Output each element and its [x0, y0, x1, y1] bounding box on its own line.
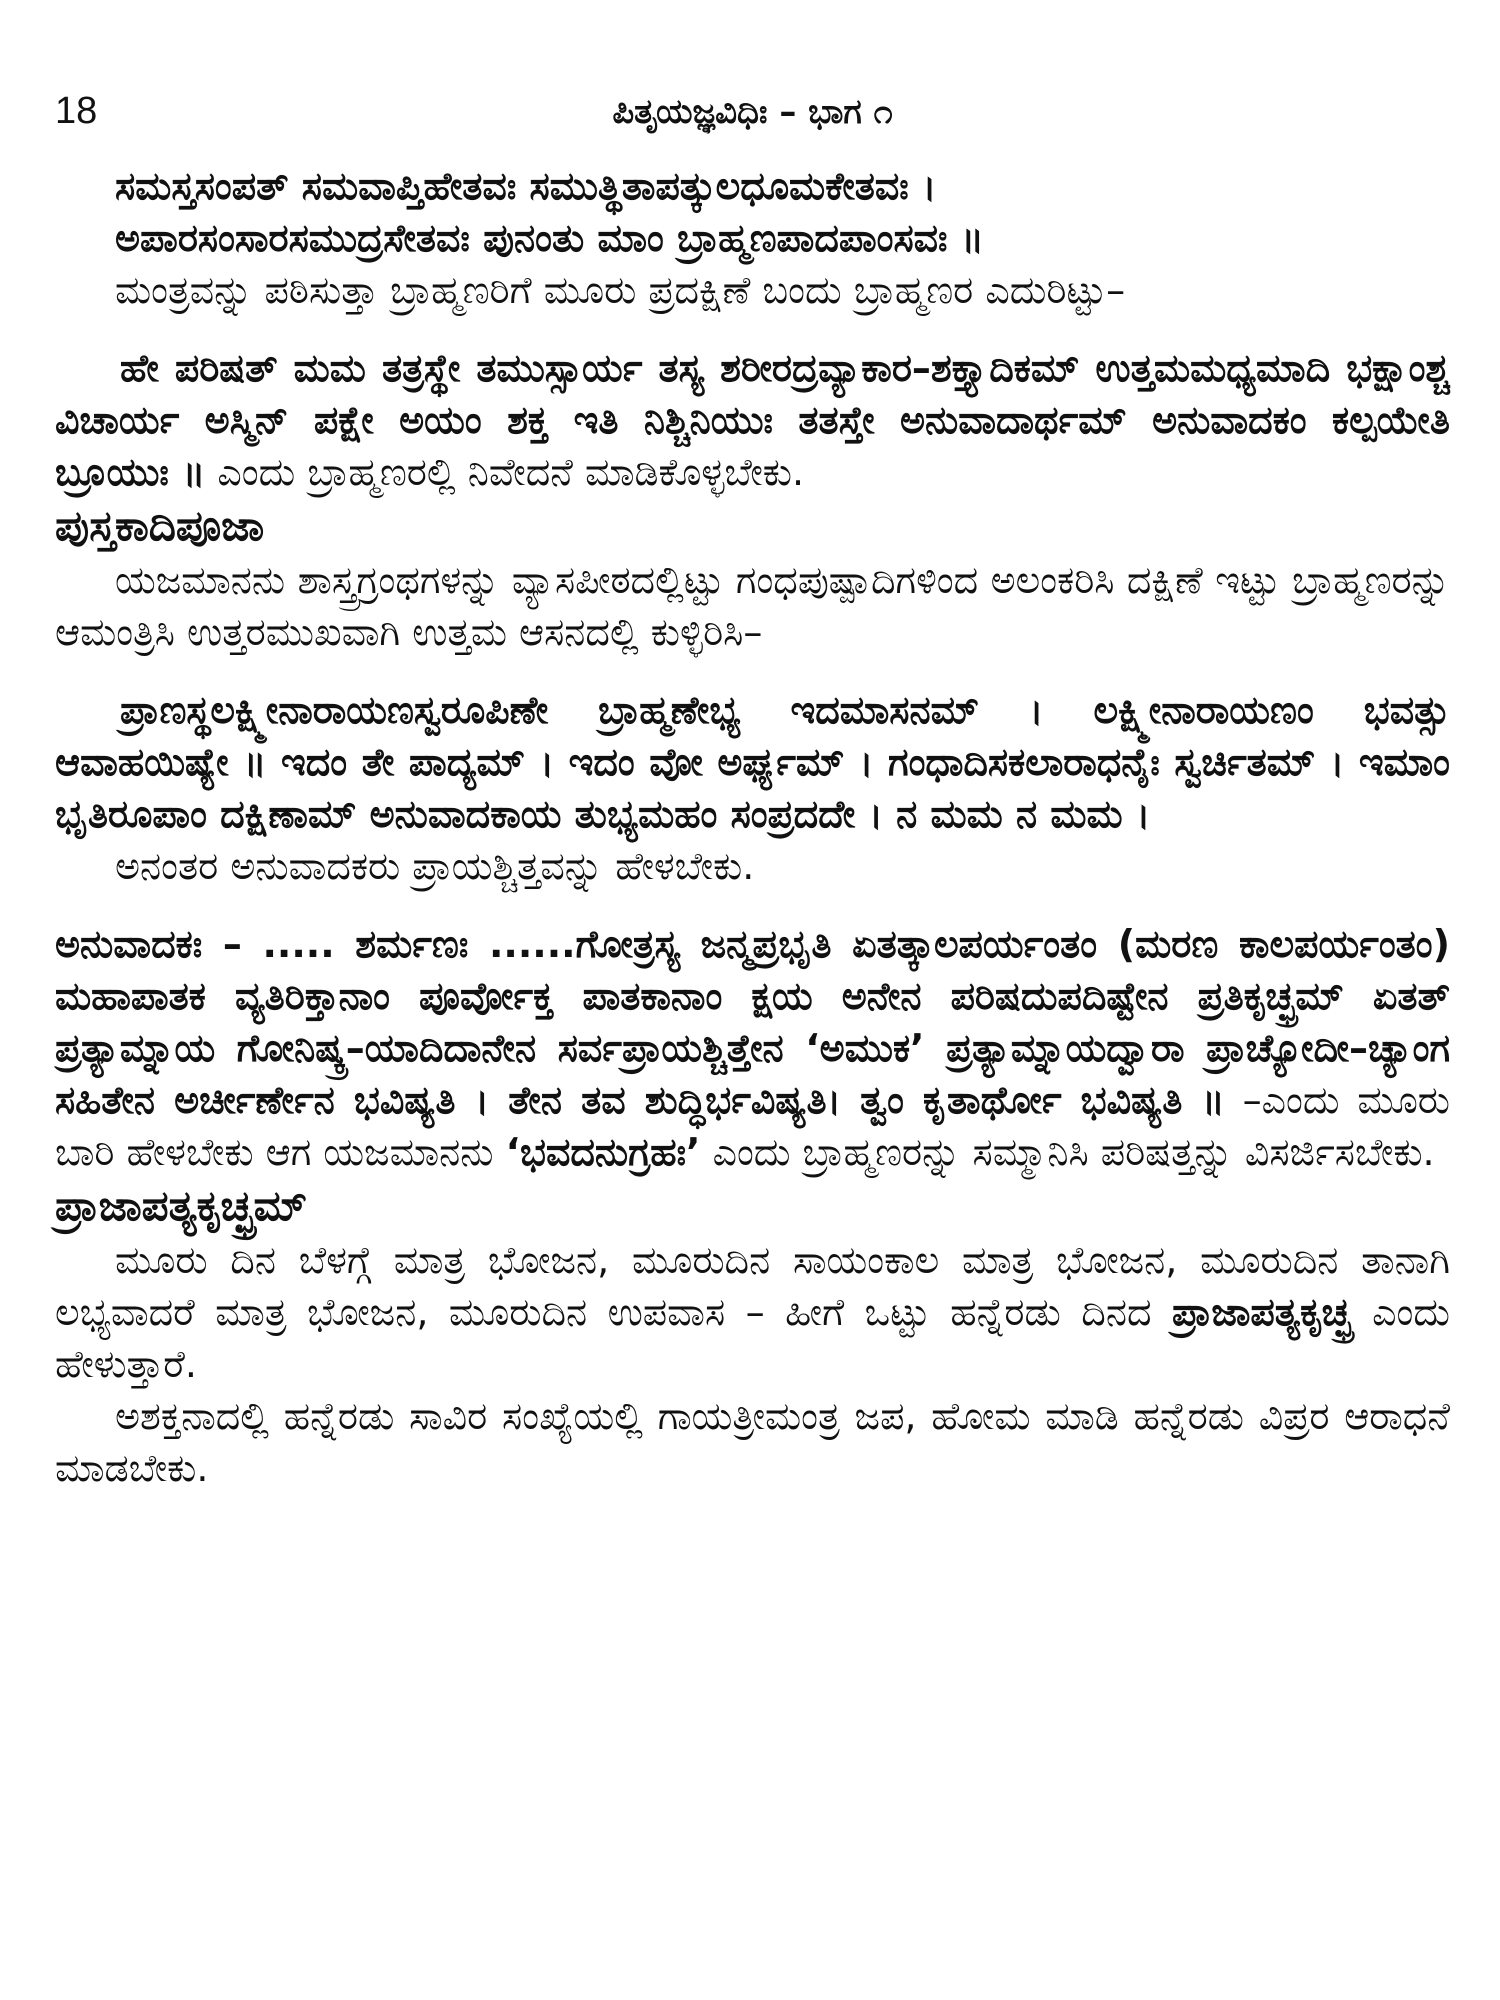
mantra-asana: ಪ್ರಾಣಸ್ಥಲಕ್ಷ್ಮೀನಾರಾಯಣಸ್ವರೂಪಿಣೇ ಬ್ರಾಹ್ಮಣೇಭ್ಯ ಇದಮಾಸನಮ್ । ಲಕ್ಷ್ಮೀನಾರಾಯಣಂ ಭವತ್ಸು ಆವಾಹಯಿಷ್ಯೇ ॥ ಇದಂ ತೇ ಪಾದ್ಯಮ್ । ಇದಂ ವೋ ಅರ್ಘ್ಯಮ್ । ಗಂಧಾದಿಸಕಲಾರಾಧನೈಃ ಸ್ವರ್ಚಿತಮ್ । ಇಮಾಂ ಭೃತಿರೂಪಾಂ ದಕ್ಷಿಣಾಮ್ ಅನುವಾದಕಾಯ ತುಭ್ಯಮಹಂ ಸಂಪ್ರದದೇ । ನ ಮಮ ನ ಮಮ ।	[55, 688, 1450, 836]
paragraph-prajapatya-definition	[55, 1234, 1450, 1390]
paragraph-prayer	[55, 342, 1450, 498]
page-number: 18	[55, 90, 98, 132]
anuvadaka-instruction-end: ಎಂದು ಬ್ರಾಹ್ಮಣರನ್ನು ಸಮ್ಮಾನಿಸಿ ಪರಿಷತ್ತನ್ನು ವಿಸರ್ಜಿಸಬೇಕು.	[700, 1130, 1435, 1174]
paragraph-pustakadipuja: ಯಜಮಾನನು ಶಾಸ್ತ್ರಗ್ರಂಥಗಳನ್ನು ವ್ಯಾಸಪೀಠದಲ್ಲಿಟ್ಟು ಗಂಧಪುಷ್ಪಾದಿಗಳಿಂದ ಅಲಂಕರಿಸಿ ದಕ್ಷಿಣೆ ಇಟ್ಟು ಬ್ರಾಹ್ಮಣರನ್ನು ಆಮಂತ್ರಿಸಿ ಉತ್ತರಮುಖವಾಗಿ ಉತ್ತಮ ಆಸನದಲ್ಲಿ ಕುಳ್ಳಿರಿಸಿ–	[55, 558, 1450, 654]
prayer-instruction: ಎಂದು ಬ್ರಾಹ್ಮಣರಲ್ಲಿ ನಿವೇದನೆ ಮಾಡಿಕೊಳ್ಳಬೇಕು.	[205, 450, 805, 494]
prayer-text: ಹೇ ಪರಿಷತ್ ಮಮ ತತ್ರಸ್ಥೇ ತಮುಸ್ಸಾರ್ಯ ತಸ್ಯ ಶರೀರದ್ರವ್ಯಾಕಾರ–ಶಕ್ತ್ಯಾದಿಕಮ್ ಉತ್ತಮಮಧ್ಯಮಾದಿ ಭಕ್ಷಾಂಶ್ಚ ವಿಚಾರ್ಯ ಅಸ್ಮಿನ್ ಪಕ್ಷೇ ಅಯಂ ಶಕ್ತ ಇತಿ ನಿಶ್ಚಿನಿಯುಃ ತತಸ್ತೇ ಅನುವಾದಾರ್ಥಮ್ ಅನುವಾದಕಂ ಕಲ್ಪಯೇತಿ ಬ್ರೂಯುಃ ॥	[55, 346, 1450, 494]
prajapatya-term: ಪ್ರಾಜಾಪತ್ಯಕೃಚ್ಛ್ರ	[1171, 1290, 1352, 1334]
paragraph-pradakshina: ಮಂತ್ರವನ್ನು ಪಠಿಸುತ್ತಾ ಬ್ರಾಹ್ಮಣರಿಗೆ ಮೂರು ಪ್ರದಕ್ಷಿಣೆ ಬಂದು ಬ್ರಾಹ್ಮಣರ ಎದುರಿಟ್ಟು–	[115, 268, 1126, 312]
section-heading-prajapatyakrichchhra: ಪ್ರಾಜಾಪತ್ಯಕೃಚ್ಛ್ರಮ್	[55, 1181, 308, 1230]
prajapatya-text-b: ಎಂದು ಹೇಳುತ್ತಾರೆ.	[55, 1290, 1450, 1386]
paragraph-prayashchitta-instruction: ಅನಂತರ ಅನುವಾದಕರು ಪ್ರಾಯಶ್ಚಿತ್ತವನ್ನು ಹೇಳಬೇಕು.	[115, 844, 755, 888]
running-title: ಪಿತೃಯಜ್ಞವಿಧಿಃ – ಭಾಗ ೧	[612, 92, 893, 132]
document-page	[55, 90, 1450, 1970]
anuvadaka-instruction: –ಎಂದು ಮೂರು ಬಾರಿ ಹೇಳಬೇಕು ಆಗ ಯಜಮಾನನು	[55, 1078, 1450, 1174]
paragraph-anuvadaka	[55, 918, 1450, 1178]
page-header	[55, 90, 1450, 150]
paragraph-ashakta: ಅಶಕ್ತನಾದಲ್ಲಿ ಹನ್ನೆರಡು ಸಾವಿರ ಸಂಖ್ಯೆಯಲ್ಲಿ ಗಾಯತ್ರೀಮಂತ್ರ ಜಪ, ಹೋಮ ಮಾಡಿ ಹನ್ನೆರಡು ವಿಪ್ರರ ಆರಾಧನೆ ಮಾಡಬೇಕು.	[55, 1394, 1450, 1490]
shloka-line-2: ಅಪಾರಸಂಸಾರಸಮುದ್ರಸೇತವಃ ಪುನಂತು ಮಾಂ ಬ್ರಾಹ್ಮಣಪಾದಪಾಂಸವಃ ॥	[115, 216, 984, 260]
section-heading-pustakadipuja: ಪುಸ್ತಕಾದಿಪೂಜಾ	[55, 501, 265, 550]
anuvadaka-text: ಅನುವಾದಕಃ – ..... ಶರ್ಮಣಃ ......ಗೋತ್ರಸ್ಯ ಜನ್ಮಪ್ರಭೃತಿ ಏತತ್ಕಾಲಪರ್ಯಂತಂ (ಮರಣ ಕಾಲಪರ್ಯಂತಂ) ಮಹಾಪಾತಕ ವ್ಯತಿರಿಕ್ತಾನಾಂ ಪೂರ್ವೋಕ್ತ ಪಾತಕಾನಾಂ ಕ್ಷಯ ಅನೇನ ಪರಿಷದುಪದಿಷ್ಟೇನ ಪ್ರತಿಕೃಚ್ಛ್ರಮ್ ಏತತ್ ಪ್ರತ್ಯಾಮ್ನಾಯ ಗೋನಿಷ್ಕ್ರ–ಯಾದಿದಾನೇನ ಸರ್ವಪ್ರಾಯಶ್ಚಿತ್ತೇನ ‘ಅಮುಕ’ ಪ್ರತ್ಯಾಮ್ನಾಯದ್ವಾರಾ ಪ್ರಾಚ್ಯೋದೀ–ಚ್ಯಾಂಗ ಸಹಿತೇನ ಅರ್ಚೀರ್ಣೇನ ಭವಿಷ್ಯತಿ । ತೇನ ತವ ಶುದ್ಧಿರ್ಭವಿಷ್ಯತಿ। ತ್ವಂ ಕೃತಾರ್ಥೋ ಭವಿಷ್ಯತಿ ॥	[55, 922, 1450, 1122]
shloka-line-1: ಸಮಸ್ತಸಂಪತ್ ಸಮವಾಪ್ತಿಹೇತವಃ ಸಮುತ್ಥಿತಾಪತ್ಕುಲಧೂಮಕೇತವಃ ।	[115, 164, 937, 208]
bhavadanugraha-text: ‘ಭವದನುಗ್ರಹಃ’	[505, 1130, 701, 1174]
prajapatya-text-a: ಮೂರು ದಿನ ಬೆಳಗ್ಗೆ ಮಾತ್ರ ಭೋಜನ, ಮೂರುದಿನ ಸಾಯಂಕಾಲ ಮಾತ್ರ ಭೋಜನ, ಮೂರುದಿನ ತಾನಾಗಿ ಲಭ್ಯವಾದರೆ ಮಾತ್ರ ಭೋಜನ, ಮೂರುದಿನ ಉಪವಾಸ – ಹೀಗೆ ಒಟ್ಟು ಹನ್ನೆರಡು ದಿನದ	[55, 1238, 1450, 1334]
